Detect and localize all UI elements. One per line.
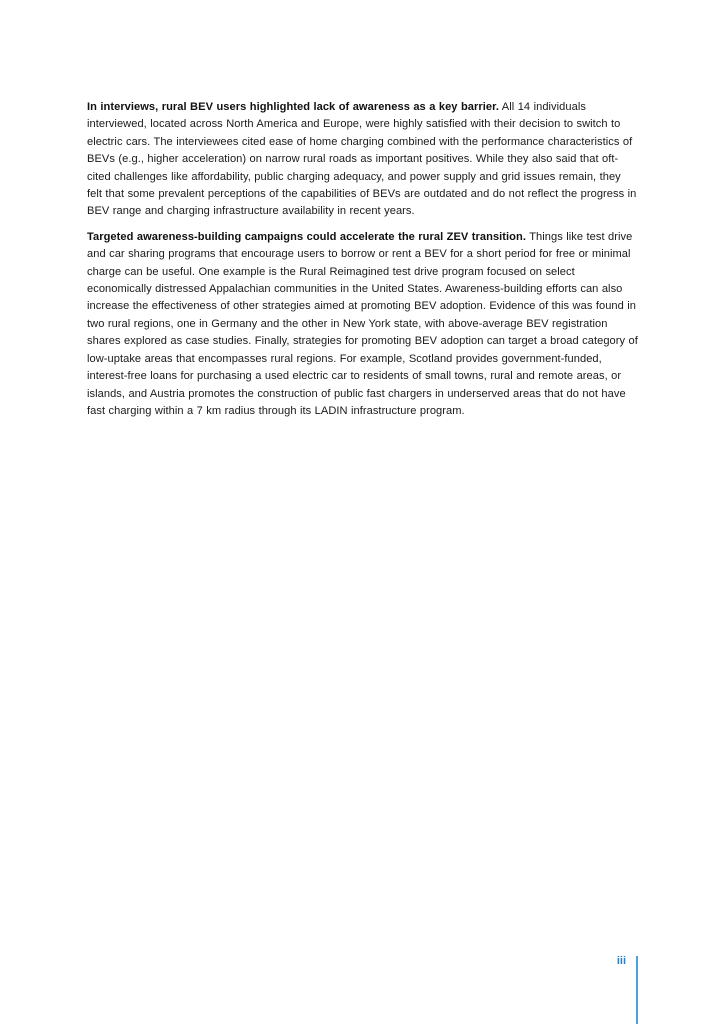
paragraph-awareness-barrier xyxy=(87,99,639,221)
paragraph-text: All 14 individuals interviewed, located across North America and Europe, were highly satisfied with their decision to switch to electric cars. The interviewees cited ease of home charging combined with the performance characteristics of BEVs (e.g., higher acceleration) on narrow rural roads as important positives. While they also said that oft-cited challenges like affordability, public charging adequacy, and power supply and grid issues remain, they felt that some prevalent perceptions of the capabilities of BEVs are outdated and do not reflect the progress in BEV range and charging infrastructure availability in recent years. xyxy=(87,101,637,218)
paragraph-text: Things like test drive and car sharing programs that encourage users to borrow or rent a BEV for a short period for free or minimal charge can be useful. One example is the Rural Reimagined test drive program focused on select economically distressed Appalachian communities in the United States. Awareness-building efforts can also increase the effectiveness of other strategies aimed at promoting BEV adoption. Evidence of this was found in two rural regions, one in Germany and the other in New York state, with above-average BEV registration shares explored as case studies. Finally, strategies for promoting BEV adoption can target a broad category of low-uptake areas that encompasses rural regions. For example, Scotland provides government-funded, interest-free loans for purchasing a used electric car to residents of small towns, rural and remote areas, or islands, and Austria promotes the construction of public fast chargers in underserved areas that do not have fast charging within a 7 km radius through its LADIN infrastructure program. xyxy=(87,230,638,417)
page-number: iii xyxy=(616,955,626,967)
paragraph-awareness-campaigns xyxy=(87,229,639,420)
document-body xyxy=(87,99,639,428)
paragraph-lead: In interviews, rural BEV users highlighted lack of awareness as a key barrier. xyxy=(87,101,499,113)
page-folio xyxy=(606,955,626,975)
paragraph-lead: Targeted awareness-building campaigns could accelerate the rural ZEV transition. xyxy=(87,230,526,243)
margin-rule xyxy=(636,956,638,1024)
